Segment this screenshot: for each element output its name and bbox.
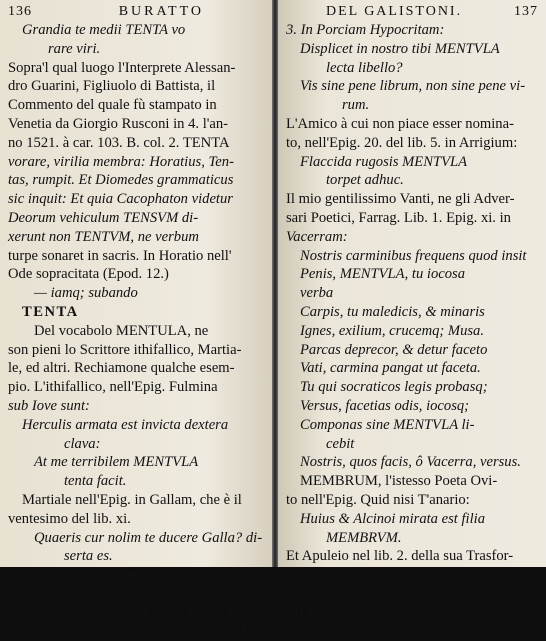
text-line: Et Apuleio nel lib. 2. della sua Trasfor-: [286, 547, 538, 566]
text-line: xerunt non TENTVM, ne verbum: [8, 228, 264, 247]
page-number: 136: [8, 3, 32, 20]
text-line: Tu qui socraticos legis probasq;: [286, 378, 538, 397]
page-number: 137: [514, 3, 538, 20]
right-page: [278, 0, 546, 567]
text-line: 3. In Porciam Hypocritam:: [286, 21, 538, 40]
text-line: stra facit.: [8, 585, 264, 604]
text-line: sic inquit: Et quia Cacophaton videtur: [8, 190, 264, 209]
text-line: Nostris carminibus frequens quod insit: [286, 247, 538, 266]
text-line: Ignes, exilium, crucemq; Musa.: [286, 322, 538, 341]
left-page: [0, 0, 272, 567]
text-line: Flaccida rugosis MENTVLA: [286, 153, 538, 172]
text-line: & mirabundus steti; Steterunt &: [286, 585, 538, 604]
text-line: Deorum vehiculum TENSVM di-: [8, 209, 264, 228]
text-line: rum.: [286, 96, 538, 115]
text-line: Del vocabolo MENTULA, ne: [8, 322, 264, 341]
text-line: MEMBRVM.: [286, 529, 538, 548]
text-line: Vati, carmina pangat ut faceta.: [286, 359, 538, 378]
catchword: 3. In: [8, 623, 264, 641]
text-line: Vacerram:: [286, 228, 538, 247]
text-line: Giovanni Owen nell'Epig. 130. del lib.: [8, 604, 264, 623]
text-line: Huius & Alcinoi mirata est filia: [286, 510, 538, 529]
running-head: BURATTO: [119, 3, 204, 20]
text-line: tenta facit.: [8, 472, 264, 491]
text-line: Venetia da Giorgio Rusconi in 4. l'an-: [8, 115, 264, 134]
text-line: Penis, MENTVLA, tu iocosa: [286, 265, 538, 284]
left-page-text: [8, 21, 264, 623]
text-line: MEMBRA, qua iacebant ante,: [286, 604, 538, 623]
right-page-header: [286, 3, 538, 20]
text-line: sari Poetici, Farrag. Lib. 1. Epig. xi. in: [286, 209, 538, 228]
text-line: no 1521. à car. 103. B. col. 2. TENTA: [8, 134, 264, 153]
text-line: Nostris, quos facis, ô Vacerra, versus.: [286, 453, 538, 472]
text-line: Vis sine pene librum, non sine pene vi-: [286, 77, 538, 96]
text-line: Sopra'l qual luogo l'Interprete Alessan-: [8, 59, 264, 78]
text-line: MEMBRUM, l'istesso Poeta Ovi-: [286, 472, 538, 491]
text-line: ventesimo del lib. xi.: [8, 510, 264, 529]
text-line: tas, rumpit. Et Diomedes grammaticus: [8, 171, 264, 190]
text-line: At me terribilem MENTVLA: [8, 453, 264, 472]
text-line: dro Guarini, Figliuolo di Battista, il: [8, 77, 264, 96]
text-line: lecta libello?: [286, 59, 538, 78]
text-line: Martiale nell'Epig. in Gallam, che è il: [8, 491, 264, 510]
text-line: TENTA: [8, 303, 264, 322]
left-page-header: [8, 3, 264, 20]
text-line: Ode sopracitata (Epod. 12.): [8, 265, 264, 284]
text-line: to, nell'Epig. 20. del lib. 5. in Arrigium:: [286, 134, 538, 153]
right-page-text: [286, 21, 538, 623]
text-line: Commento del quale fù stampato in: [8, 96, 264, 115]
text-line: Herculis armata est invicta dextera: [8, 416, 264, 435]
text-line: rare viri.: [8, 40, 264, 59]
text-line: le, ed altri. Rechiamone qualche esem-: [8, 359, 264, 378]
text-line: Versus, facetias odis, iocosq;: [286, 397, 538, 416]
text-line: Parcas deprecor, & detur faceto: [286, 341, 538, 360]
text-line: Quaeris cur nolim te ducere Galla? di-: [8, 529, 264, 548]
text-line: pio. L'ithifallico, nell'Epig. Fulmina: [8, 378, 264, 397]
text-line: Carpis, tu maledicis, & minaris: [286, 303, 538, 322]
text-line: clava:: [8, 435, 264, 454]
running-head: DEL GALISTONI.: [326, 3, 462, 20]
text-line: Il mio gentilissimo Vanti, ne gli Adver-: [286, 190, 538, 209]
text-line: verba: [286, 284, 538, 303]
text-line: Componas sine MENTVLA li-: [286, 416, 538, 435]
text-line: Grandia te medii TENTA vo: [8, 21, 264, 40]
text-line: — iamq; subando: [8, 284, 264, 303]
text-line: serta es.: [8, 547, 264, 566]
text-line: Displicet in nostro tibi MENTVLA: [286, 40, 538, 59]
text-line: cebit: [286, 435, 538, 454]
text-line: torpet adhuc.: [286, 171, 538, 190]
text-line: sub Iove sunt:: [8, 397, 264, 416]
catchword: il qual: [286, 623, 538, 641]
text-line: vorare, virilia membra: Horatius, Ten-: [8, 153, 264, 172]
text-line: Saepe soloecismum MENTVLA no-: [8, 566, 264, 585]
text-line: to nell'Epig. Quid nisi T'anario:: [286, 491, 538, 510]
text-line: mazione: Isto aspectu defixus obstupui,: [286, 566, 538, 585]
text-line: turpe sonaret in sacris. In Horatio nell': [8, 247, 264, 266]
text-line: son pieni lo Scrittore ithifallico, Martia-: [8, 341, 264, 360]
text-line: L'Amico à cui non piace esser nomina-: [286, 115, 538, 134]
